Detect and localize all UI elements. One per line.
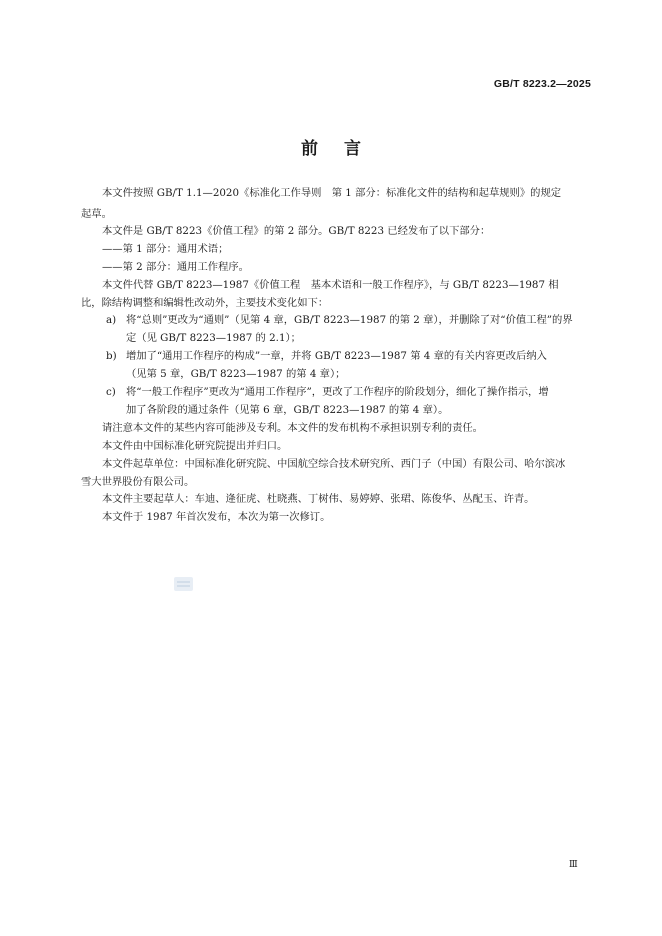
list-item: 将“总则”更改为“通则”（见第 4 章，GB/T 8223—1987 的第 2 章），并删除了对“价值工程”的界 [126,314,573,326]
list-marker: a) [106,314,117,326]
paragraph-line: 本文件主要起草人：车迪、逄征虎、杜晓燕、丁树伟、易婷婷、张珺、陈俊华、丛配玉、许青。 [102,493,535,505]
page-number: Ⅲ [569,860,579,870]
paragraph-line: 本文件起草单位：中国标准化研究院、中国航空综合技术研究所、西门子（中国）有限公司、哈尔滨冰 [102,458,566,470]
list-item: 将“一般工作程序”更改为“通用工作程序”，更改了工作程序的阶段划分，细化了操作指示，增 [126,386,549,398]
paragraph-line: 请注意本文件的某些内容可能涉及专利。本文件的发布机构不承担识别专利的责任。 [102,422,483,434]
list-marker: c) [106,386,116,398]
paragraph-line: 雪大世界股份有限公司。 [81,476,195,488]
paragraph-line: 比，除结构调整和编辑性改动外，主要技术变化如下： [81,297,329,309]
paragraph-line: 本文件按照 GB/T 1.1—2020《标准化工作导则 第 1 部分：标准化文件的结构和起草规则》的规定 [102,187,562,199]
list-item: ——第 1 部分：通用术语； [102,243,229,255]
list-item: 增加了“通用工作程序的构成”一章，并将 GB/T 8223—1987 第 4 章的有关内容更改后纳入 [126,350,547,362]
list-marker: b) [106,350,117,362]
paragraph-line: 起草。 [81,208,112,220]
paragraph-line: 本文件代替 GB/T 8223—1987《价值工程 基本术语和一般工作程序》，与 GB/T 8223—1987 相 [102,279,559,291]
standard-code: GB/T 8223.2—2025 [493,78,591,90]
list-item: 加了各阶段的通过条件（见第 6 章，GB/T 8223—1987 的第 4 章）。 [126,404,449,416]
paragraph-line: 本文件于 1987 年首次发布，本次为第一次修订。 [102,511,331,523]
paragraph-line: 本文件由中国标准化研究院提出并归口。 [102,440,288,452]
paragraph-line: 本文件是 GB/T 8223《价值工程》的第 2 部分。GB/T 8223 已经发布了以下部分： [102,225,491,237]
page-title: 前言 [301,139,387,159]
list-item: 定（见 GB/T 8223—1987 的 2.1）； [126,332,301,344]
watermark-logo [174,577,193,591]
list-item: （见第 5 章，GB/T 8223—1987 的第 4 章）； [126,368,346,380]
list-item: ——第 2 部分：通用工作程序。 [102,261,249,273]
